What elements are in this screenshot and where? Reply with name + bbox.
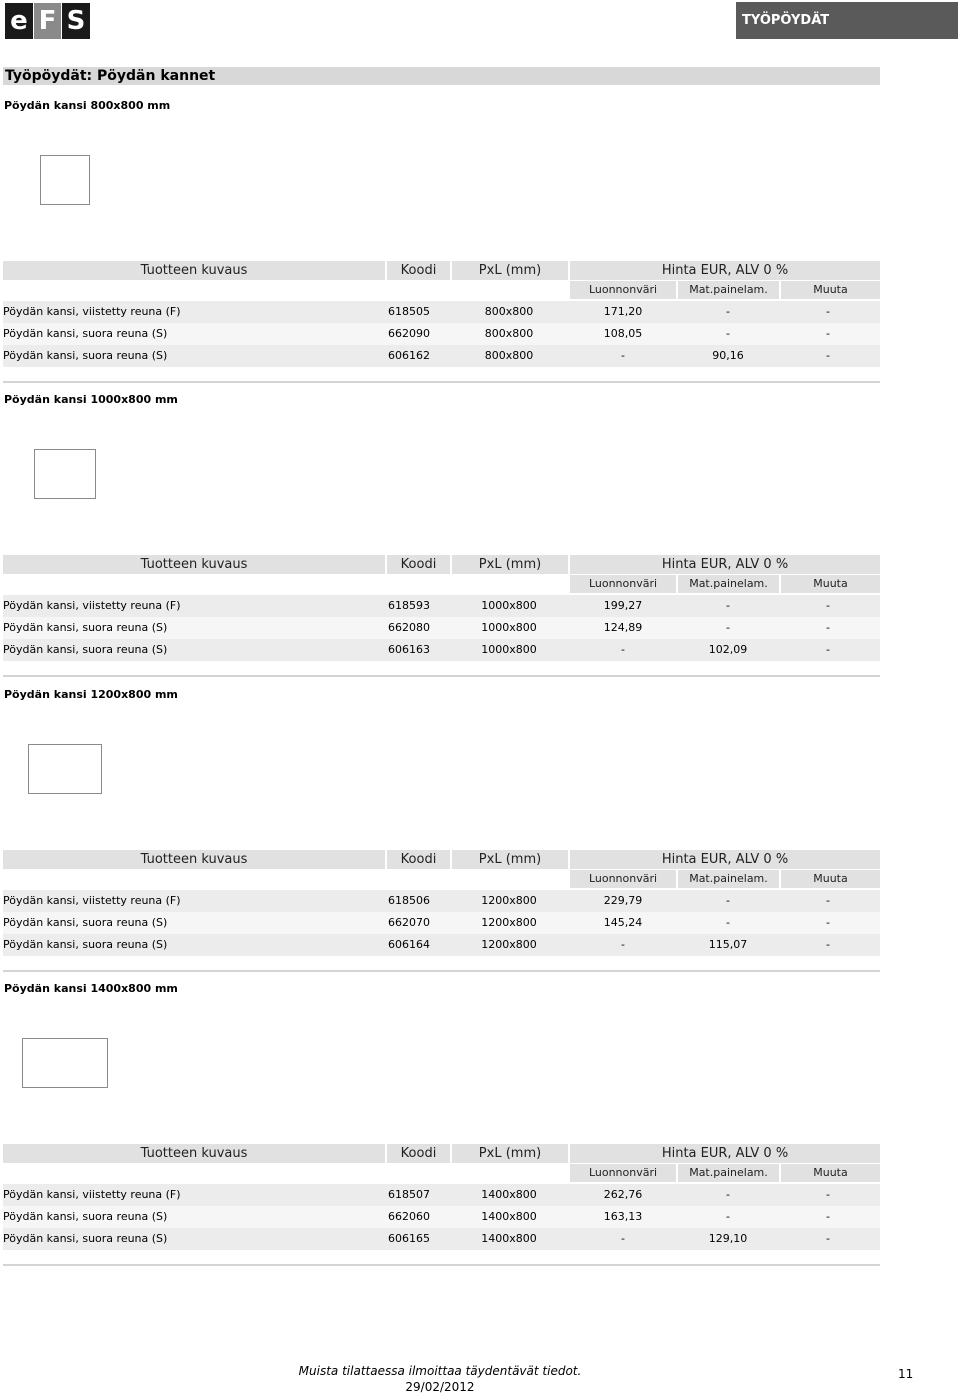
section-divider <box>3 970 880 972</box>
cell-size: 800x800 <box>484 327 534 340</box>
table-row <box>3 934 880 956</box>
cell-size: 1200x800 <box>481 938 537 951</box>
column-header-price: Hinta EUR, ALV 0 % <box>570 555 880 574</box>
column-header-size: PxL (mm) <box>452 261 568 280</box>
column-header-price: Hinta EUR, ALV 0 % <box>570 1144 880 1163</box>
category-tab: TYÖPÖYDÄT <box>736 2 958 39</box>
cell-desc: Pöydän kansi, suora reuna (S) <box>3 327 168 340</box>
cell-luonnonvari: 262,76 <box>603 1188 643 1201</box>
cell-muuta: - <box>826 938 830 951</box>
column-header-size: PxL (mm) <box>452 555 568 574</box>
page-number: 11 <box>898 1367 914 1381</box>
cell-size: 800x800 <box>484 349 534 362</box>
cell-muuta: - <box>826 1210 830 1223</box>
table-header-row <box>3 850 880 869</box>
table-row <box>3 912 880 934</box>
cell-luonnonvari: - <box>621 1232 625 1245</box>
cell-muuta: - <box>826 1232 830 1245</box>
cell-matpainelam: 90,16 <box>712 349 744 362</box>
page-title: Työpöydät: Pöydän kannet <box>3 67 880 85</box>
cell-muuta: - <box>826 894 830 907</box>
cell-desc: Pöydän kansi, suora reuna (S) <box>3 938 168 951</box>
cell-luonnonvari: - <box>621 349 625 362</box>
cell-code: 662080 <box>388 621 430 634</box>
section-title: Pöydän kansi 1200x800 mm <box>4 688 178 701</box>
column-header-desc: Tuotteen kuvaus <box>3 850 385 869</box>
column-subheader-luonnonvari: Luonnonväri <box>570 870 676 888</box>
cell-luonnonvari: 124,89 <box>603 621 643 634</box>
cell-size: 1000x800 <box>481 621 537 634</box>
product-section <box>3 393 880 683</box>
cell-code: 618507 <box>388 1188 430 1201</box>
column-header-desc: Tuotteen kuvaus <box>3 261 385 280</box>
table-header-row <box>3 555 880 574</box>
product-section <box>3 982 880 1272</box>
footer-date: 29/02/2012 <box>405 1380 475 1394</box>
column-header-size: PxL (mm) <box>452 1144 568 1163</box>
cell-luonnonvari: 145,24 <box>603 916 643 929</box>
table-header-row <box>3 261 880 280</box>
cell-matpainelam: - <box>726 894 730 907</box>
column-header-code: Koodi <box>387 1144 450 1163</box>
cell-desc: Pöydän kansi, viistetty reuna (F) <box>3 305 181 318</box>
cell-luonnonvari: - <box>621 643 625 656</box>
cell-size: 1000x800 <box>481 599 537 612</box>
column-subheader-matpainelam: Mat.painelam. <box>678 281 779 299</box>
column-subheader-muuta: Muuta <box>781 870 880 888</box>
section-divider <box>3 1264 880 1266</box>
cell-code: 618505 <box>388 305 430 318</box>
cell-size: 800x800 <box>484 305 534 318</box>
column-header-price: Hinta EUR, ALV 0 % <box>570 850 880 869</box>
cell-desc: Pöydän kansi, suora reuna (S) <box>3 1210 168 1223</box>
cell-matpainelam: - <box>726 1188 730 1201</box>
cell-code: 606164 <box>388 938 430 951</box>
column-header-price: Hinta EUR, ALV 0 % <box>570 261 880 280</box>
cell-luonnonvari: 108,05 <box>603 327 643 340</box>
cell-size: 1400x800 <box>481 1188 537 1201</box>
cell-luonnonvari: 199,27 <box>603 599 643 612</box>
cell-muuta: - <box>826 1188 830 1201</box>
table-header-row <box>3 1144 880 1163</box>
logo-letter-s: S <box>62 3 90 39</box>
cell-matpainelam: - <box>726 305 730 318</box>
table-row <box>3 1184 880 1206</box>
section-divider <box>3 675 880 677</box>
cell-matpainelam: 129,10 <box>708 1232 748 1245</box>
column-subheader-luonnonvari: Luonnonväri <box>570 1164 676 1182</box>
cell-code: 606165 <box>388 1232 430 1245</box>
table-row <box>3 595 880 617</box>
cell-code: 662090 <box>388 327 430 340</box>
table-subheader-row <box>3 870 880 888</box>
cell-size: 1000x800 <box>481 643 537 656</box>
cell-desc: Pöydän kansi, viistetty reuna (F) <box>3 1188 181 1201</box>
logo-letter-e: e <box>5 3 33 39</box>
column-subheader-matpainelam: Mat.painelam. <box>678 1164 779 1182</box>
cell-code: 662070 <box>388 916 430 929</box>
cell-size: 1200x800 <box>481 916 537 929</box>
table-row <box>3 1228 880 1250</box>
column-subheader-muuta: Muuta <box>781 281 880 299</box>
cell-desc: Pöydän kansi, viistetty reuna (F) <box>3 894 181 907</box>
cell-desc: Pöydän kansi, suora reuna (S) <box>3 916 168 929</box>
table-row <box>3 323 880 345</box>
section-title: Pöydän kansi 1400x800 mm <box>4 982 178 995</box>
table-row <box>3 639 880 661</box>
cell-muuta: - <box>826 916 830 929</box>
cell-matpainelam: - <box>726 916 730 929</box>
logo-letter-f: F <box>34 3 61 39</box>
cell-desc: Pöydän kansi, suora reuna (S) <box>3 349 168 362</box>
cell-muuta: - <box>826 643 830 656</box>
section-title: Pöydän kansi 800x800 mm <box>4 99 171 112</box>
cell-luonnonvari: 163,13 <box>603 1210 643 1223</box>
table-subheader-row <box>3 281 880 299</box>
table-subheader-row <box>3 1164 880 1182</box>
column-header-desc: Tuotteen kuvaus <box>3 555 385 574</box>
cell-desc: Pöydän kansi, suora reuna (S) <box>3 643 168 656</box>
product-section <box>3 99 880 389</box>
cell-muuta: - <box>826 305 830 318</box>
cell-matpainelam: - <box>726 327 730 340</box>
column-subheader-luonnonvari: Luonnonväri <box>570 281 676 299</box>
cell-muuta: - <box>826 599 830 612</box>
cell-muuta: - <box>826 621 830 634</box>
cell-size: 1400x800 <box>481 1210 537 1223</box>
cell-code: 618506 <box>388 894 430 907</box>
cell-matpainelam: - <box>726 1210 730 1223</box>
cell-code: 606162 <box>388 349 430 362</box>
cell-matpainelam: 102,09 <box>708 643 748 656</box>
column-header-desc: Tuotteen kuvaus <box>3 1144 385 1163</box>
cell-muuta: - <box>826 349 830 362</box>
section-divider <box>3 381 880 383</box>
table-row <box>3 1206 880 1228</box>
column-subheader-matpainelam: Mat.painelam. <box>678 575 779 593</box>
column-header-size: PxL (mm) <box>452 850 568 869</box>
cell-size: 1200x800 <box>481 894 537 907</box>
table-top-image <box>40 155 90 205</box>
column-subheader-muuta: Muuta <box>781 1164 880 1182</box>
column-header-code: Koodi <box>387 850 450 869</box>
cell-code: 618593 <box>388 599 430 612</box>
section-title: Pöydän kansi 1000x800 mm <box>4 393 178 406</box>
cell-luonnonvari: 171,20 <box>603 305 643 318</box>
column-header-code: Koodi <box>387 555 450 574</box>
efs-logo <box>5 3 90 39</box>
cell-luonnonvari: - <box>621 938 625 951</box>
column-subheader-matpainelam: Mat.painelam. <box>678 870 779 888</box>
table-subheader-row <box>3 575 880 593</box>
cell-desc: Pöydän kansi, suora reuna (S) <box>3 1232 168 1245</box>
cell-desc: Pöydän kansi, viistetty reuna (F) <box>3 599 181 612</box>
product-section <box>3 688 880 978</box>
cell-matpainelam: 115,07 <box>708 938 748 951</box>
column-subheader-muuta: Muuta <box>781 575 880 593</box>
cell-muuta: - <box>826 327 830 340</box>
table-top-image <box>22 1038 108 1088</box>
table-row <box>3 890 880 912</box>
footer-note: Muista tilattaessa ilmoittaa täydentävät tiedot. <box>298 1364 582 1378</box>
cell-luonnonvari: 229,79 <box>603 894 643 907</box>
table-row <box>3 345 880 367</box>
column-header-code: Koodi <box>387 261 450 280</box>
cell-desc: Pöydän kansi, suora reuna (S) <box>3 621 168 634</box>
cell-matpainelam: - <box>726 599 730 612</box>
table-row <box>3 301 880 323</box>
table-top-image <box>28 744 102 794</box>
cell-size: 1400x800 <box>481 1232 537 1245</box>
column-subheader-luonnonvari: Luonnonväri <box>570 575 676 593</box>
cell-code: 662060 <box>388 1210 430 1223</box>
cell-matpainelam: - <box>726 621 730 634</box>
table-row <box>3 617 880 639</box>
table-top-image <box>34 449 96 499</box>
cell-code: 606163 <box>388 643 430 656</box>
